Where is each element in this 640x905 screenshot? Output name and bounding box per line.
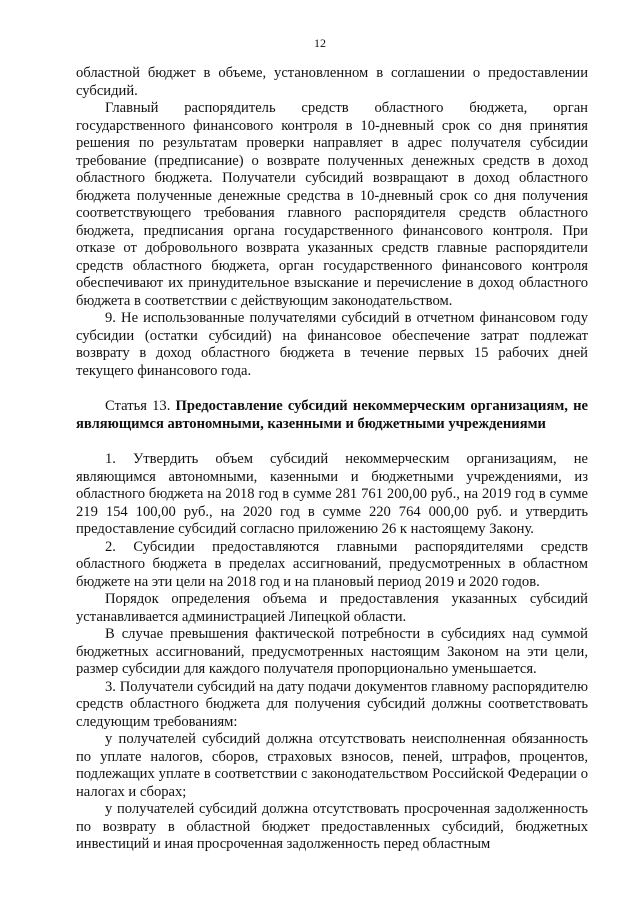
paragraph-procedure: Порядок определения объема и предоставления указанных субсидий устанавливается администрацией Липецкой области. — [76, 591, 588, 625]
paragraph-chief-administrator: Главный распорядитель средств областного бюджета, орган государственного финансового контроля в 10-дневный срок со дня принятия решения по результатам проверки направляет в адрес получателя субсидии требование (предписание) о возврате полученных денежных средств в доход областного бюджета. Получатели субсидий возвращают в доход областного бюджета полученные денежные средства в 10-дневный срок со дня получения соответствующего требования главного распорядителя средств областного бюджета, предписания органа государственного финансового контроля. При отказе от добровольного возврата указанных средств главные распорядители средств областного бюджета, орган государственного финансового контроля обеспечивают их принудительное взыскание и перечисление в доход областного бюджета в соответствии с действующим законодательством. — [76, 100, 588, 309]
page-number: 12 — [314, 36, 326, 50]
article-title: Предоставление субсидий некоммерческим организациям, не являющимся автономными, казенными и бюджетными учреждениями — [76, 398, 588, 432]
paragraph-item-2: 2. Субсидии предоставляются главными распорядителями средств областного бюджета в пределах ассигнований, предусмотренных в областном бюджете на эти цели на 2018 год и на плановый период 2019 и 2020 годов. — [76, 538, 588, 590]
paragraph-item-9: 9. Не использованные получателями субсидий в отчетном финансовом году субсидии (остатки субсидий) на финансовое обеспечение затрат подлежат возврату в доход областного бюджета в течение первых 15 рабочих дней текущего финансового года. — [76, 310, 588, 379]
article-heading — [76, 398, 588, 433]
article-label: Статья 13. — [105, 398, 171, 414]
document-body — [76, 65, 588, 854]
paragraph-continuation: областной бюджет в объеме, установленном в соглашении о предоставлении субсидий. — [76, 65, 588, 99]
paragraph-item-3: 3. Получатели субсидий на дату подачи документов главному распорядителю средств областного бюджета для получения субсидий должны соответствовать следующим требованиям: — [76, 678, 588, 730]
paragraph-item-1: 1. Утвердить объем субсидий некоммерческим организациям, не являющимся автономными, казенными и бюджетными учреждениями, из областного бюджета на 2018 год в сумме 281 761 200,00 руб., на 2019 год в сумме 219 154 100,00 руб., на 2020 год в сумме 220 764 000,00 руб. и утвердить предоставление субсидий согласно приложению 26 к настоящему Закону. — [76, 451, 588, 537]
paragraph-requirement-debt: у получателей субсидий должна отсутствовать просроченная задолженность по возврату в областной бюджет предоставленных субсидий, бюджетных инвестиций и иная просроченная задолженность перед областным — [76, 801, 588, 852]
paragraph-excess: В случае превышения фактической потребности в субсидиях над суммой бюджетных ассигнований, предусмотренных настоящим Законом на эти цели, размер субсидии для каждого получателя пропорционально уменьшается. — [76, 626, 588, 677]
paragraph-requirement-taxes: у получателей субсидий должна отсутствовать неисполненная обязанность по уплате налогов, сборов, страховых взносов, пеней, штрафов, процентов, подлежащих уплате в соответствии с законодательством Российской Федерации о налогах и сборах; — [76, 731, 588, 800]
